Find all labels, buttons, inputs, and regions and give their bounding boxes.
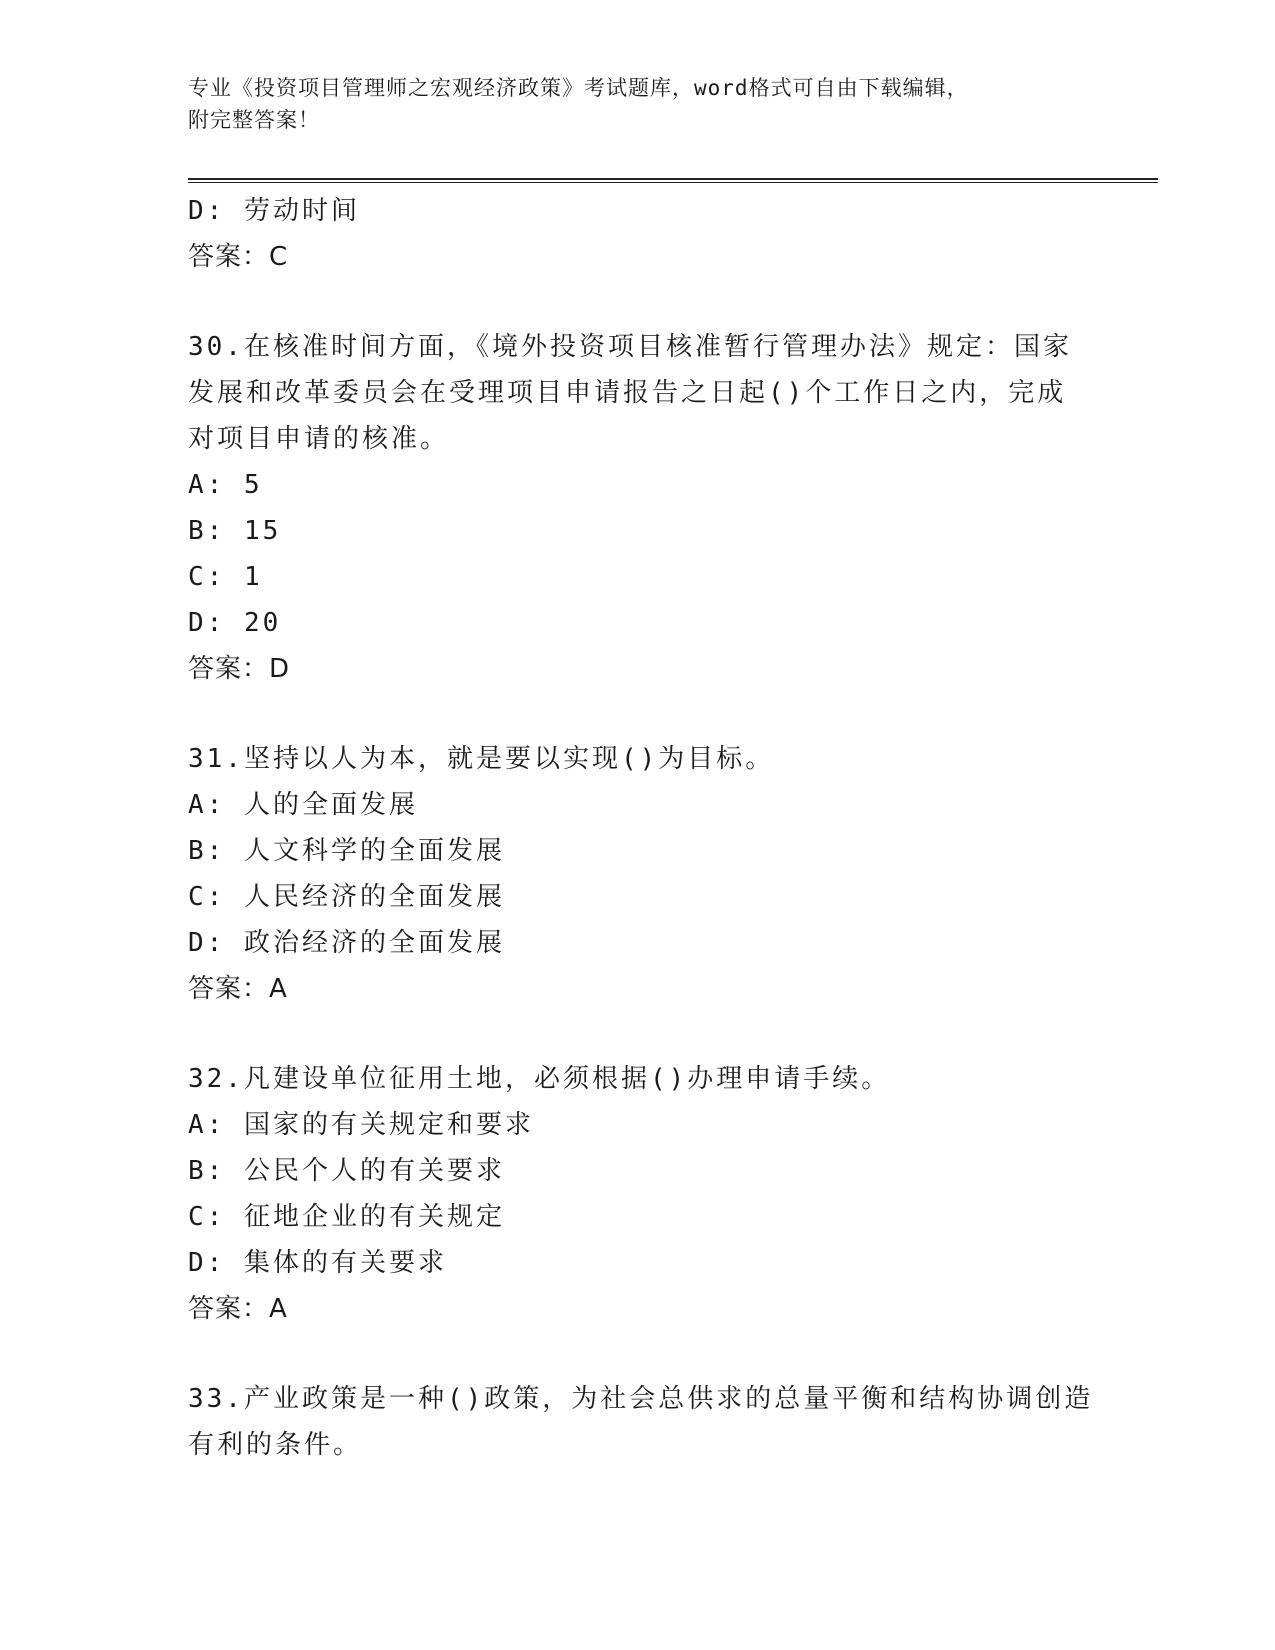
header-line-1: 专业《投资项目管理师之宏观经济政策》考试题库，word格式可自由下载编辑，: [188, 76, 969, 100]
question-content: [188, 188, 1094, 1468]
question-block: [188, 736, 1088, 1012]
option-b: B: 15: [188, 516, 282, 546]
option-d: D: 集体的有关要求: [188, 1248, 447, 1278]
option-b: B: 公民个人的有关要求: [188, 1156, 505, 1186]
question-block: [188, 1056, 1088, 1332]
question-text-line: 发展和改革委员会在受理项目申请报告之日起()个工作日之内，完成: [188, 378, 1067, 408]
option-d: D: 劳动时间: [188, 196, 360, 226]
question-text-line: 33.产业政策是一种()政策，为社会总供求的总量平衡和结构协调创造: [188, 1384, 1094, 1414]
question-text-line: 32.凡建设单位征用土地，必须根据()办理申请手续。: [188, 1064, 891, 1094]
header-divider: [188, 178, 1158, 183]
spacer: [188, 1012, 1088, 1056]
answer-line: 答案：D: [188, 654, 291, 684]
spacer: [188, 280, 1088, 324]
option-d: D: 政治经济的全面发展: [188, 928, 505, 958]
option-c: C: 征地企业的有关规定: [188, 1202, 505, 1232]
option-a: A: 人的全面发展: [188, 790, 418, 820]
answer-line: 答案：C: [188, 242, 289, 272]
spacer: [188, 692, 1088, 736]
answer-line: 答案：A: [188, 1294, 288, 1324]
question-block: [188, 324, 1088, 692]
question-text-line: 有利的条件。: [188, 1430, 363, 1460]
option-b: B: 人文科学的全面发展: [188, 836, 505, 866]
option-d: D: 20: [188, 608, 282, 638]
question-text-line: 对项目申请的核准。: [188, 424, 450, 454]
question-block: [188, 1376, 1094, 1468]
option-c: C: 1: [188, 562, 263, 592]
answer-line: 答案：A: [188, 974, 288, 1004]
question-text-line: 31.坚持以人为本，就是要以实现()为目标。: [188, 744, 775, 774]
option-a: A: 5: [188, 470, 263, 500]
option-a: A: 国家的有关规定和要求: [188, 1110, 534, 1140]
header-line-2: 附完整答案！: [188, 108, 320, 132]
question-text-line: 30.在核准时间方面，《境外投资项目核准暂行管理办法》规定：国家: [188, 332, 1072, 362]
spacer: [188, 1332, 1088, 1376]
document-header: [188, 72, 1088, 136]
option-c: C: 人民经济的全面发展: [188, 882, 505, 912]
